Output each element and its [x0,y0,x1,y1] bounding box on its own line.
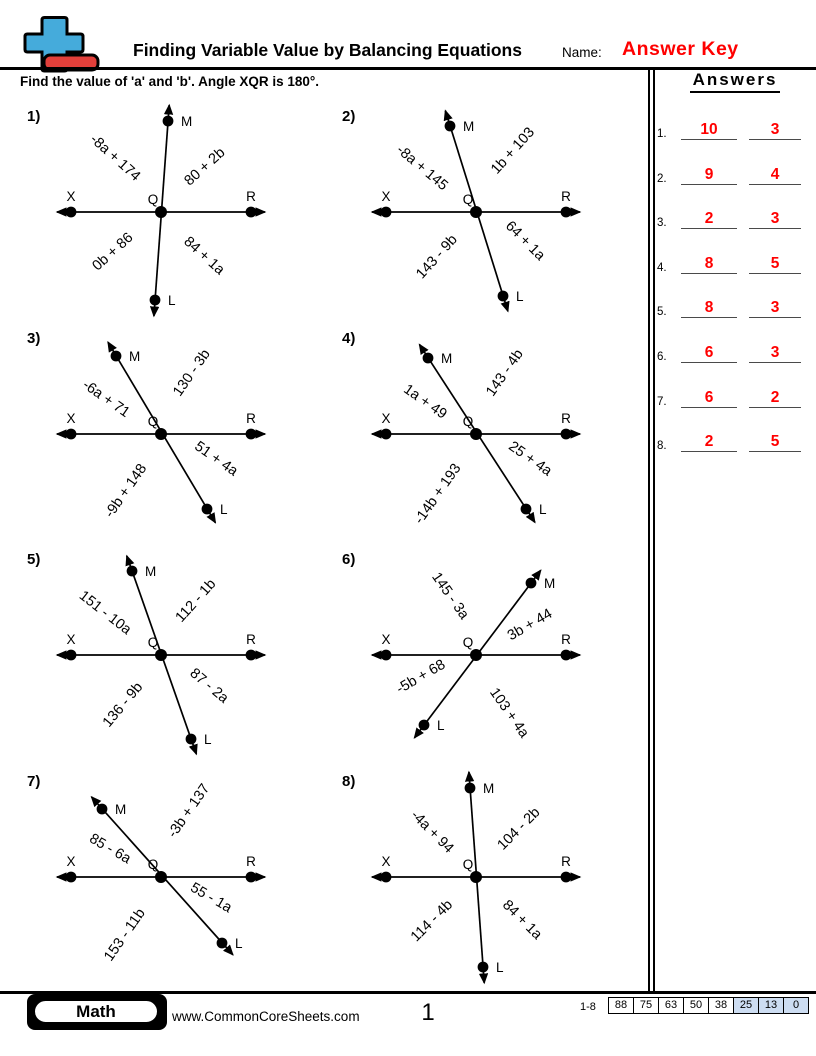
point-label: R [561,411,571,426]
point-label: L [437,718,445,733]
answers-heading-text: Answers [690,70,781,93]
angle-expression: -14b + 193 [411,460,465,528]
point-dot [465,783,476,794]
problem-8-diagram [330,765,644,987]
point-dot [561,650,572,661]
point-dot [445,121,456,132]
point-dot [470,649,482,661]
point-dot [186,734,197,745]
answer-number: 1. [657,128,667,140]
point-label: X [66,189,76,204]
point-dot [381,872,392,883]
score-cell: 13 [758,998,783,1013]
angle-expression: 136 - 9b [99,679,147,731]
answer-value-a: 8 [704,298,714,316]
answer-value-b: 5 [770,432,780,450]
answer-value-a: 2 [704,432,714,450]
point-dot [155,206,167,218]
angle-expression: 51 + 4a [191,438,241,480]
problem-4-diagram [330,322,644,544]
angle-expression: -3b + 137 [164,781,214,841]
point-label: X [381,411,391,426]
point-dot [246,429,257,440]
answers-divider-line [648,70,650,991]
page-number: 1 [421,999,435,1026]
point-dot [155,428,167,440]
answer-row-2 [655,163,815,185]
answer-value-b: 3 [770,298,780,316]
point-label: Q [147,857,159,872]
answer-number: 2. [657,173,667,185]
problem-6-diagram [330,543,644,765]
answer-value-b: 2 [770,388,780,406]
point-dot [381,429,392,440]
angle-expression: -9b + 148 [101,461,151,521]
answer-number: 7. [657,396,667,408]
problem-number: 8) [342,773,356,790]
point-dot [66,650,77,661]
answer-number: 5. [657,306,667,318]
answer-value-a: 9 [704,165,714,183]
problem-number: 6) [342,551,356,568]
point-dot [202,504,213,515]
point-label: R [561,854,571,869]
point-label: M [441,351,453,366]
answer-blank-a [681,255,737,274]
point-label: L [168,293,176,308]
angle-expression: 25 + 4a [505,438,555,480]
point-dot [217,938,228,949]
problem-number: 5) [27,551,41,568]
point-dot [127,566,138,577]
point-label: Q [147,635,159,650]
score-cell: 38 [708,998,733,1013]
angle-expression: -5b + 68 [393,656,449,698]
point-label: Q [147,414,159,429]
answer-number: 6. [657,351,667,363]
answer-value-a: 10 [700,120,718,138]
problem-number: 4) [342,330,356,347]
point-label: R [561,632,571,647]
answer-row-7 [655,386,815,408]
point-dot [66,429,77,440]
answer-value-a: 6 [704,388,714,406]
problem-number: 2) [342,108,356,125]
answer-value-b: 3 [770,343,780,361]
problem-number: 1) [27,108,41,125]
angle-expression: 143 - 4b [483,346,527,400]
point-dot [470,206,482,218]
angle-expression: 1a + 49 [400,381,450,423]
problem-1-diagram [15,100,329,322]
point-label: L [516,289,524,304]
answer-row-1 [655,118,815,140]
page-title: Finding Variable Value by Balancing Equations [133,40,522,60]
instruction-text: Find the value of 'a' and 'b'. Angle XQR is 180°. [20,74,320,89]
point-label: M [483,781,495,796]
answer-key-text: Answer Key [622,38,739,60]
angle-expression: 64 + 1a [502,218,548,264]
problem-5-diagram [15,543,329,765]
answer-row-6 [655,341,815,363]
score-cell: 50 [683,998,708,1013]
answer-blank-b [749,344,801,363]
answer-blank-b [749,166,801,185]
angle-expression: 80 + 2b [181,144,229,190]
point-label: R [246,411,256,426]
point-dot [521,504,532,515]
angle-expression: 151 - 10a [75,587,135,639]
point-dot [163,116,174,127]
answer-value-b: 4 [770,165,780,183]
point-dot [246,650,257,661]
point-dot [381,207,392,218]
problem-4 [330,322,644,544]
angle-expression: -6a + 71 [79,377,133,421]
problem-3-diagram [15,322,329,544]
answer-value-b: 3 [770,209,780,227]
angle-expression: 3b + 44 [504,605,556,645]
point-dot [381,650,392,661]
subject-badge-label: Math [32,998,160,1025]
website-text: www.CommonCoreSheets.com [172,1009,360,1024]
point-label: R [246,632,256,647]
point-dot [97,804,108,815]
point-dot [155,871,167,883]
point-label: X [66,854,76,869]
point-dot [66,872,77,883]
point-label: L [496,960,504,975]
answer-blank-a [681,210,737,229]
point-dot [111,351,122,362]
score-cell: 63 [658,998,683,1013]
angle-expression: 143 - 9b [413,231,461,283]
point-label: Q [462,635,474,650]
answer-value-a: 8 [704,254,714,272]
point-label: R [246,189,256,204]
answer-number: 4. [657,262,667,274]
problem-2 [330,100,644,322]
point-label: Q [147,192,159,207]
answer-row-8 [655,430,815,452]
point-label: L [235,936,243,951]
answer-number: 8. [657,440,667,452]
answer-value-b: 5 [770,254,780,272]
angle-expression: 55 - 1a [187,879,235,917]
name-label: Name: [562,45,602,60]
answer-row-3 [655,207,815,229]
point-label: M [463,119,475,134]
point-label: X [66,632,76,647]
angle-expression: 104 - 2b [494,804,544,854]
point-label: X [381,632,391,647]
angle-expression: 112 - 1b [172,576,220,626]
answers-heading [656,70,814,93]
answer-blank-a [681,433,737,452]
problem-3 [15,322,329,544]
point-label: Q [462,414,474,429]
point-label: M [145,564,157,579]
angle-expression: 103 + 4a [486,685,532,741]
point-dot [155,649,167,661]
point-dot [66,207,77,218]
point-label: R [246,854,256,869]
answer-blank-b [749,121,801,140]
point-dot [526,578,537,589]
point-label: X [381,189,391,204]
score-cell: 88 [614,999,628,1011]
angle-expression: 1b + 103 [488,124,538,178]
angle-expression: 87 - 2a [186,665,232,707]
problem-5 [15,543,329,765]
point-label: R [561,189,571,204]
angle-expression: 85 - 6a [86,830,134,868]
answer-blank-a [681,299,737,318]
answer-blank-b [749,389,801,408]
point-label: M [129,349,141,364]
angle-expression: 153 - 11b [101,905,149,965]
point-label: M [544,576,556,591]
point-label: L [539,502,547,517]
score-range-label: 1-8 [580,1001,596,1013]
angle-expression: 145 - 3a [428,569,472,623]
problem-7-diagram [15,765,329,987]
point-dot [561,207,572,218]
point-dot [419,720,430,731]
angle-expression: -8a + 174 [86,131,144,185]
score-cell: 25 [733,998,758,1013]
answer-blank-b [749,433,801,452]
answer-value-a: 2 [704,209,714,227]
answer-blank-a [681,344,737,363]
answer-row-5 [655,296,815,318]
point-label: Q [462,192,474,207]
point-label: M [115,802,127,817]
point-dot [470,871,482,883]
angle-expression: -4a + 94 [407,807,457,857]
point-dot [561,872,572,883]
answer-blank-b [749,299,801,318]
problem-number: 7) [27,773,41,790]
angle-expression: 130 - 3b [170,346,214,400]
angle-expression: 114 - 4b [407,896,457,946]
point-dot [561,429,572,440]
answer-blank-b [749,255,801,274]
answer-blank-b [749,210,801,229]
answer-value-a: 6 [704,343,714,361]
score-table [608,997,809,1014]
problem-8 [330,765,644,987]
point-dot [470,428,482,440]
point-dot [246,207,257,218]
score-cell: 0 [783,998,808,1013]
answer-blank-a [681,389,737,408]
angle-expression: 84 + 1a [180,233,228,279]
point-dot [150,295,161,306]
answer-value-b: 3 [770,120,780,138]
point-dot [246,872,257,883]
angle-expression: 84 + 1a [499,897,545,943]
subject-badge [27,994,167,1030]
angle-expression: -8a + 145 [393,142,451,194]
point-label: X [381,854,391,869]
point-label: X [66,411,76,426]
point-label: L [220,502,228,517]
problem-7 [15,765,329,987]
point-dot [478,962,489,973]
problem-number: 3) [27,330,41,347]
point-dot [498,291,509,302]
answer-row-4 [655,252,815,274]
score-cell: 75 [633,998,658,1013]
answer-blank-a [681,121,737,140]
angle-expression: 0b + 86 [89,229,137,275]
point-dot [423,353,434,364]
answer-number: 3. [657,217,667,229]
point-label: M [181,114,193,129]
problem-1 [15,100,329,322]
point-label: Q [462,857,474,872]
problem-2-diagram [330,100,644,322]
answer-blank-a [681,166,737,185]
problem-6 [330,543,644,765]
point-label: L [204,732,212,747]
